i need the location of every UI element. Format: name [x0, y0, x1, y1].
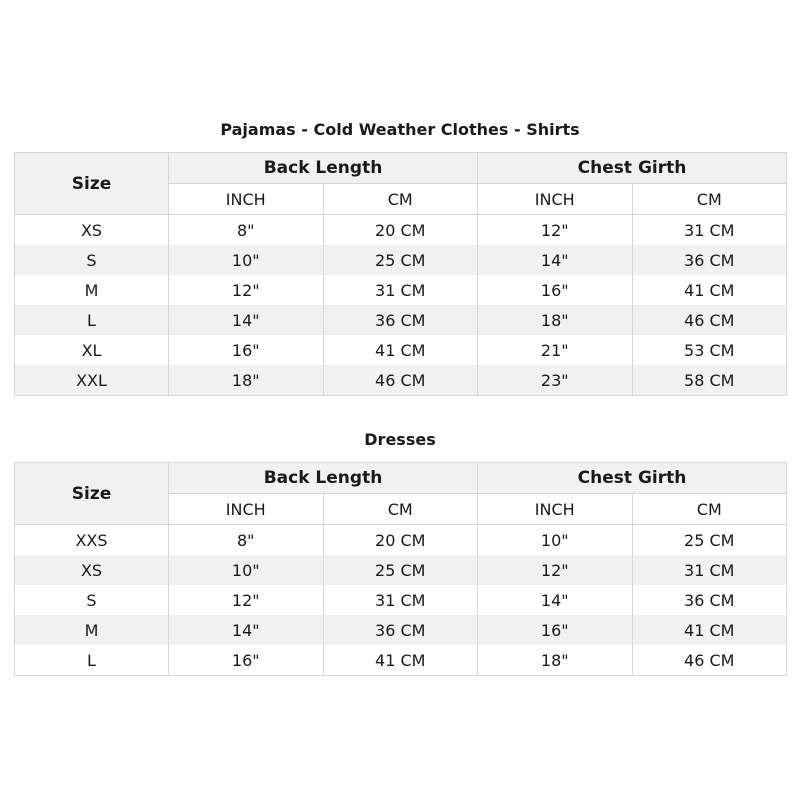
unit-header: INCH — [478, 184, 633, 215]
measurement-cell: 12" — [478, 555, 633, 585]
table-row — [15, 615, 787, 645]
measurement-cell: 36 CM — [632, 245, 787, 275]
unit-header: CM — [323, 494, 478, 525]
measurement-cell: 41 CM — [323, 335, 478, 365]
measurement-cell: 58 CM — [632, 365, 787, 396]
table-row — [15, 365, 787, 396]
table-row — [15, 305, 787, 335]
measurement-cell: 16" — [478, 615, 633, 645]
chest-girth-header: Chest Girth — [478, 463, 787, 494]
measurement-cell: 14" — [169, 305, 324, 335]
unit-header: CM — [323, 184, 478, 215]
measurement-cell: 8" — [169, 215, 324, 246]
table-row — [15, 555, 787, 585]
size-cell: XS — [15, 555, 169, 585]
chest-girth-header: Chest Girth — [478, 153, 787, 184]
table-body — [15, 525, 787, 676]
measurement-cell: 41 CM — [323, 645, 478, 676]
measurement-cell: 10" — [169, 245, 324, 275]
measurement-cell: 31 CM — [632, 555, 787, 585]
unit-header: INCH — [169, 494, 324, 525]
measurement-cell: 12" — [169, 585, 324, 615]
measurement-cell: 10" — [478, 525, 633, 556]
measurement-cell: 10" — [169, 555, 324, 585]
table-body — [15, 215, 787, 396]
measurement-cell: 46 CM — [632, 645, 787, 676]
size-cell: XS — [15, 215, 169, 246]
measurement-cell: 25 CM — [323, 555, 478, 585]
measurement-cell: 41 CM — [632, 615, 787, 645]
unit-header: CM — [632, 494, 787, 525]
table-row — [15, 335, 787, 365]
measurement-cell: 41 CM — [632, 275, 787, 305]
table-title: Pajamas - Cold Weather Clothes - Shirts — [220, 120, 580, 139]
measurement-cell: 46 CM — [632, 305, 787, 335]
measurement-cell: 25 CM — [323, 245, 478, 275]
measurement-cell: 36 CM — [632, 585, 787, 615]
measurement-cell: 46 CM — [323, 365, 478, 396]
measurement-cell: 14" — [478, 585, 633, 615]
size-column-header: Size — [15, 153, 169, 215]
size-cell: L — [15, 305, 169, 335]
size-cell: XL — [15, 335, 169, 365]
measurement-cell: 25 CM — [632, 525, 787, 556]
measurement-cell: 31 CM — [632, 215, 787, 246]
measurement-cell: 12" — [478, 215, 633, 246]
measurement-cell: 16" — [169, 645, 324, 676]
measurement-cell: 20 CM — [323, 525, 478, 556]
measurement-cell: 36 CM — [323, 305, 478, 335]
table-row — [15, 245, 787, 275]
table-row — [15, 215, 787, 246]
size-cell: XXL — [15, 365, 169, 396]
unit-header: INCH — [478, 494, 633, 525]
size-cell: L — [15, 645, 169, 676]
table-row — [15, 585, 787, 615]
measurement-cell: 31 CM — [323, 275, 478, 305]
size-cell: M — [15, 275, 169, 305]
size-cell: M — [15, 615, 169, 645]
pajamas-size-table — [14, 152, 787, 396]
size-cell: XXS — [15, 525, 169, 556]
measurement-cell: 8" — [169, 525, 324, 556]
measurement-cell: 16" — [169, 335, 324, 365]
measurement-cell: 14" — [169, 615, 324, 645]
unit-header: INCH — [169, 184, 324, 215]
measurement-cell: 18" — [169, 365, 324, 396]
measurement-cell: 36 CM — [323, 615, 478, 645]
measurement-cell: 20 CM — [323, 215, 478, 246]
size-cell: S — [15, 585, 169, 615]
measurement-cell: 18" — [478, 305, 633, 335]
table-row — [15, 645, 787, 676]
table-title: Dresses — [364, 430, 436, 449]
measurement-cell: 12" — [169, 275, 324, 305]
table-row — [15, 525, 787, 556]
measurement-cell: 18" — [478, 645, 633, 676]
unit-header: CM — [632, 184, 787, 215]
measurement-cell: 14" — [478, 245, 633, 275]
measurement-cell: 21" — [478, 335, 633, 365]
measurement-cell: 23" — [478, 365, 633, 396]
measurement-cell: 31 CM — [323, 585, 478, 615]
measurement-cell: 53 CM — [632, 335, 787, 365]
measurement-cell: 16" — [478, 275, 633, 305]
size-column-header: Size — [15, 463, 169, 525]
size-cell: S — [15, 245, 169, 275]
dresses-size-table — [14, 462, 787, 676]
back-length-header: Back Length — [169, 153, 478, 184]
table-row — [15, 275, 787, 305]
back-length-header: Back Length — [169, 463, 478, 494]
